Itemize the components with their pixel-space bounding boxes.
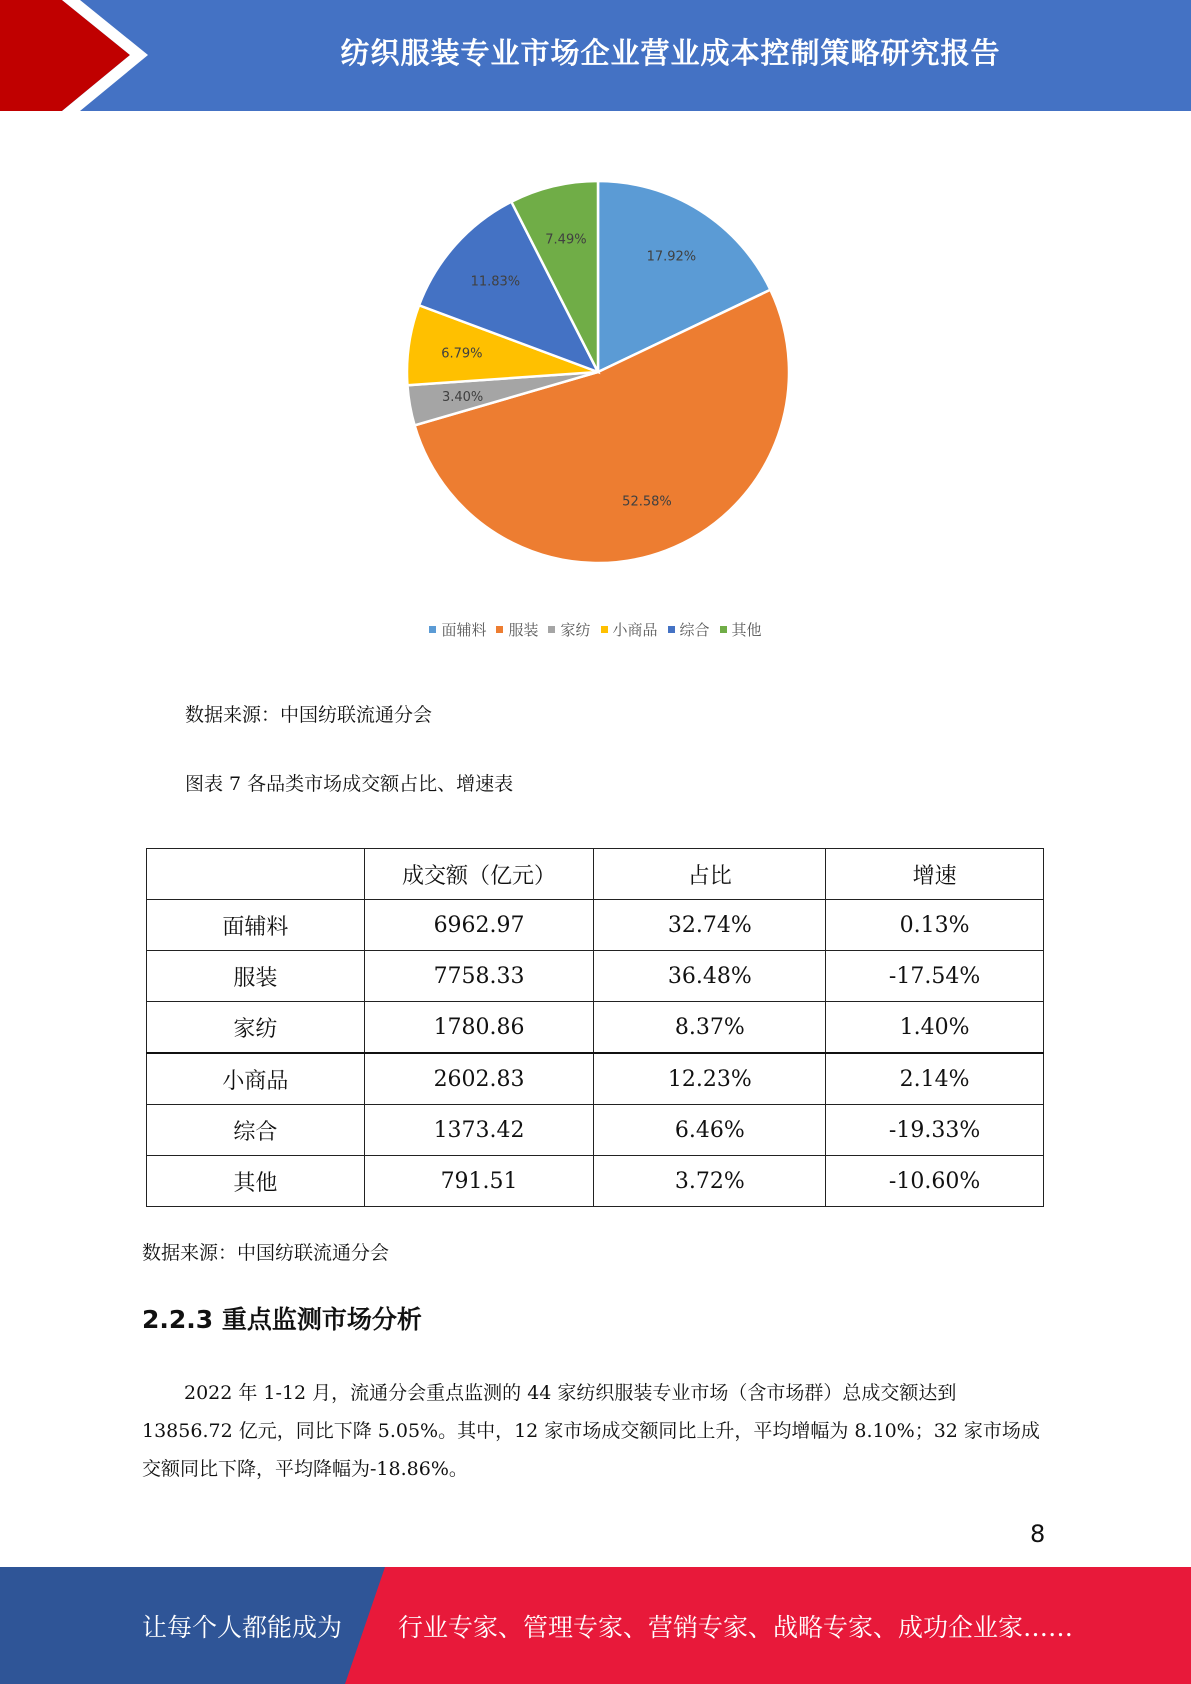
pie-data-label: 17.92% (646, 249, 697, 265)
table-source: 数据来源：中国纺联流通分会 (142, 1242, 390, 1264)
legend-item (496, 619, 538, 640)
table-cell: -17.54% (826, 951, 1044, 1002)
table-cell: 服装 (147, 951, 365, 1002)
legend-swatch (496, 626, 503, 633)
legend-item (668, 619, 710, 640)
legend-swatch (601, 626, 608, 633)
pie-chart (150, 150, 1040, 650)
table-cell: 32.74% (594, 900, 826, 951)
pie-data-label: 11.83% (470, 274, 521, 290)
pie-data-label: 52.58% (622, 494, 672, 510)
legend-label: 面辅料 (441, 621, 487, 639)
legend-label: 小商品 (612, 621, 658, 639)
table-cell: 其他 (147, 1156, 365, 1207)
table-header-cell (147, 849, 365, 900)
table-header-cell: 成交额（亿元） (364, 849, 594, 900)
table-row (147, 1156, 1044, 1207)
legend-swatch (548, 626, 555, 633)
table-cell: 6962.97 (364, 900, 594, 951)
table-row (147, 1053, 1044, 1105)
chart-legend (0, 619, 1191, 640)
table-cell: 8.37% (594, 1002, 826, 1054)
legend-label: 其他 (731, 621, 762, 639)
legend-swatch (668, 626, 675, 633)
legend-swatch (429, 626, 436, 633)
page-footer (0, 1567, 1191, 1684)
table-cell: 7758.33 (364, 951, 594, 1002)
table-header-row (147, 849, 1044, 900)
table-cell: 1780.86 (364, 1002, 594, 1054)
table-cell: -10.60% (826, 1156, 1044, 1207)
footer-slogan-left: 让每个人都能成为 (142, 1612, 343, 1642)
legend-item (429, 619, 486, 640)
table-row (147, 1002, 1044, 1054)
page-number: 8 (1030, 1520, 1046, 1548)
page-header (0, 0, 1191, 111)
pie-data-label: 6.79% (441, 346, 483, 362)
pie-chart-svg (150, 150, 1040, 650)
category-table (146, 848, 1044, 1207)
table-cell: 2.14% (826, 1053, 1044, 1105)
header-arrow-decoration (0, 0, 170, 111)
chart-source: 数据来源：中国纺联流通分会 (185, 704, 433, 726)
table-row (147, 1105, 1044, 1156)
report-title: 纺织服装专业市场企业营业成本控制策略研究报告 (340, 36, 1001, 70)
table-cell: 小商品 (147, 1053, 365, 1105)
table-cell: -19.33% (826, 1105, 1044, 1156)
table-cell: 36.48% (594, 951, 826, 1002)
section-paragraph (142, 1374, 1042, 1488)
legend-swatch (720, 626, 727, 633)
table-cell: 家纺 (147, 1002, 365, 1054)
table-row (147, 951, 1044, 1002)
legend-item (548, 619, 590, 640)
table-cell: 面辅料 (147, 900, 365, 951)
table-cell: 1.40% (826, 1002, 1044, 1054)
table-cell: 3.72% (594, 1156, 826, 1207)
table-cell: 12.23% (594, 1053, 826, 1105)
table-cell: 791.51 (364, 1156, 594, 1207)
footer-slogan-right: 行业专家、管理专家、营销专家、战略专家、成功企业家…… (398, 1612, 1074, 1642)
legend-label: 服装 (508, 621, 539, 639)
table-caption: 图表 7 各品类市场成交额占比、增速表 (185, 773, 514, 795)
pie-data-label: 7.49% (545, 232, 587, 248)
section-heading: 2.2.3 重点监测市场分析 (142, 1305, 422, 1334)
pie-data-label: 3.40% (441, 390, 484, 406)
legend-label: 综合 (679, 621, 710, 639)
paragraph-text: 2022 年 1-12 月，流通分会重点监测的 44 家纺织服装专业市场（含市场群）总成交额达到 13856.72 亿元，同比下降 5.05%。其中，12 家市场成交额同比上升，平均增幅为 8.10%；32 家市场成交额同比下降，平均降幅为-18.86%。 (142, 1382, 1040, 1480)
legend-item (720, 619, 762, 640)
table-cell: 2602.83 (364, 1053, 594, 1105)
legend-label: 家纺 (560, 621, 591, 639)
table-row (147, 900, 1044, 951)
table-cell: 6.46% (594, 1105, 826, 1156)
table-cell: 0.13% (826, 900, 1044, 951)
legend-item (601, 619, 658, 640)
table-cell: 1373.42 (364, 1105, 594, 1156)
table-header-cell: 增速 (826, 849, 1044, 900)
table-cell: 综合 (147, 1105, 365, 1156)
table-header-cell: 占比 (594, 849, 826, 900)
